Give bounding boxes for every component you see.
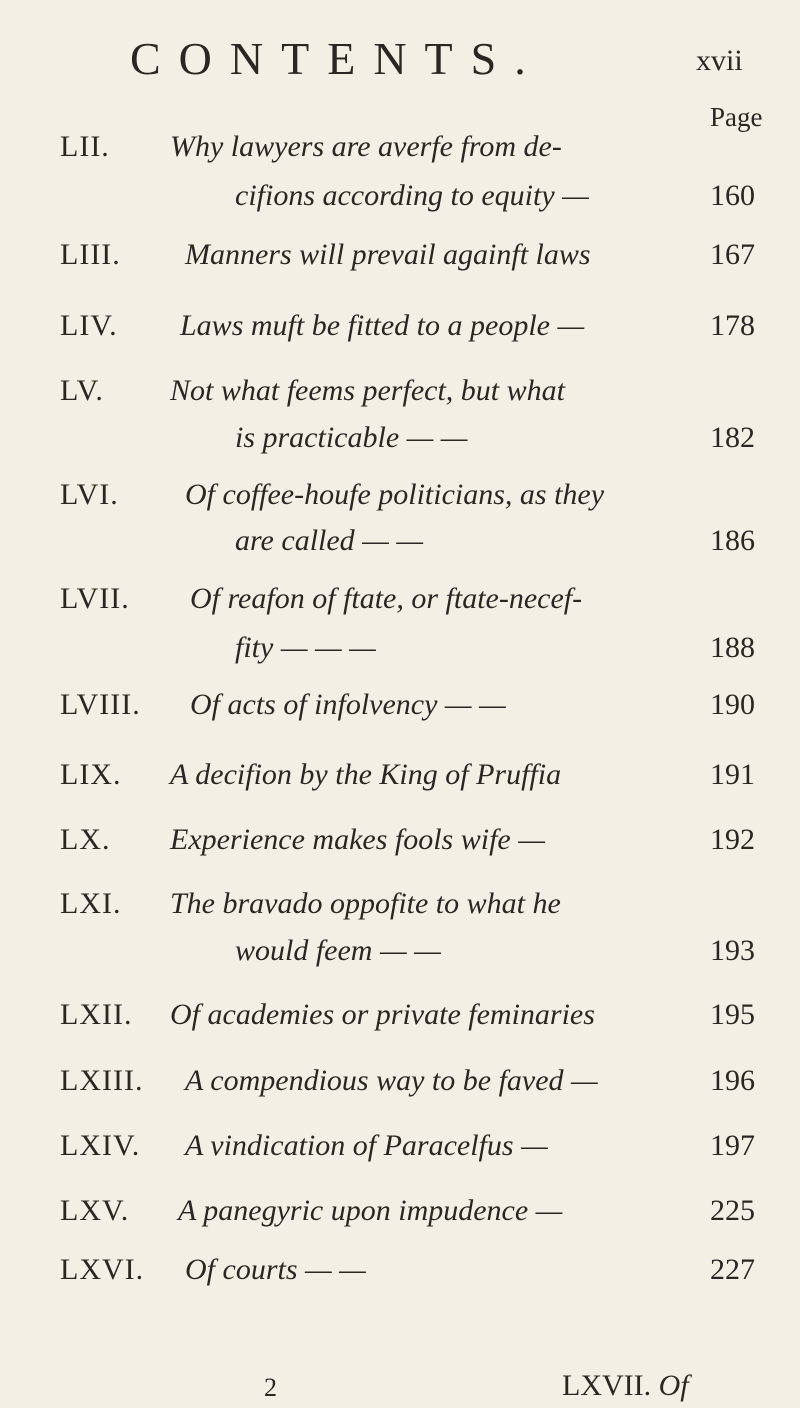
entry-title-line: Laws muft be fitted to a people — (180, 309, 585, 342)
entry-page: 227 (710, 1253, 755, 1286)
entry-page: 225 (710, 1194, 755, 1227)
entry-title-line: The bravado oppofite to what he (170, 887, 561, 920)
catchword (562, 1371, 689, 1401)
entry-page: 182 (710, 421, 755, 454)
entry-title-line: A panegyric upon impudence — (178, 1194, 563, 1227)
catchword-number: LXVII. (562, 1369, 652, 1402)
entry-page: 160 (710, 179, 755, 212)
entry-number: LX. (60, 823, 111, 856)
entry-page: 197 (710, 1129, 755, 1162)
entry-title-line: Manners will prevail againft laws (185, 238, 591, 271)
entry-title-line: would feem — — (235, 934, 441, 967)
entry-number: LIII. (60, 238, 121, 271)
entry-title-line: Experience makes fools wife — (170, 823, 545, 856)
entry-title-line: is practicable — — (235, 421, 468, 454)
entry-number: LXIII. (60, 1064, 144, 1097)
entry-number: LXI. (60, 887, 122, 920)
entry-title-line: A decifion by the King of Pruffia (170, 758, 562, 791)
entry-page: 188 (710, 631, 755, 664)
entry-page: 186 (710, 524, 755, 557)
entry-page: 192 (710, 823, 755, 856)
entry-number: LXV. (60, 1194, 130, 1227)
entry-number: LVI. (60, 478, 119, 511)
signature-mark: 2 (264, 1373, 277, 1402)
entry-page: 178 (710, 309, 755, 342)
entry-number: LV. (60, 374, 104, 407)
entry-title-line: Not what feems perfect, but what (170, 374, 565, 407)
page-number: xvii (696, 44, 743, 77)
entry-number: LIX. (60, 758, 122, 791)
entry-page: 191 (710, 758, 755, 791)
entry-title-line: Of acts of infolvency — — (190, 688, 506, 721)
entry-number: LXVI. (60, 1253, 145, 1286)
entry-title-line: fity — — — (235, 631, 376, 664)
entry-title-line: Of academies or private feminaries (170, 998, 595, 1031)
entry-title-line: Of coffee-houfe politicians, as they (185, 478, 605, 511)
entry-number: LIV. (60, 309, 118, 342)
catchword-word: Of (658, 1369, 689, 1402)
entry-title-line: Of reafon of ftate, or ftate-necef- (190, 582, 583, 615)
entry-number: LVII. (60, 582, 130, 615)
entry-page: 193 (710, 934, 755, 967)
entry-number: LXII. (60, 998, 133, 1031)
entry-title-line: cifions according to equity — (235, 179, 589, 212)
entry-title-line: Why lawyers are averfe from de- (170, 130, 562, 163)
entry-page: 195 (710, 998, 755, 1031)
entry-page: 167 (710, 238, 755, 271)
entry-page: 190 (710, 688, 755, 721)
page-title: CONTENTS. (130, 33, 544, 84)
page-column-label: Page (710, 102, 763, 132)
entry-page: 196 (710, 1064, 755, 1097)
entry-title-line: are called — — (235, 524, 424, 557)
entry-number: LVIII. (60, 688, 141, 721)
entry-number: LXIV. (60, 1129, 141, 1162)
entry-number: LII. (60, 130, 110, 163)
entry-title-line: Of courts — — (185, 1253, 366, 1286)
entry-title-line: A compendious way to be faved — (185, 1064, 598, 1097)
entry-title-line: A vindication of Paracelfus — (185, 1129, 548, 1162)
